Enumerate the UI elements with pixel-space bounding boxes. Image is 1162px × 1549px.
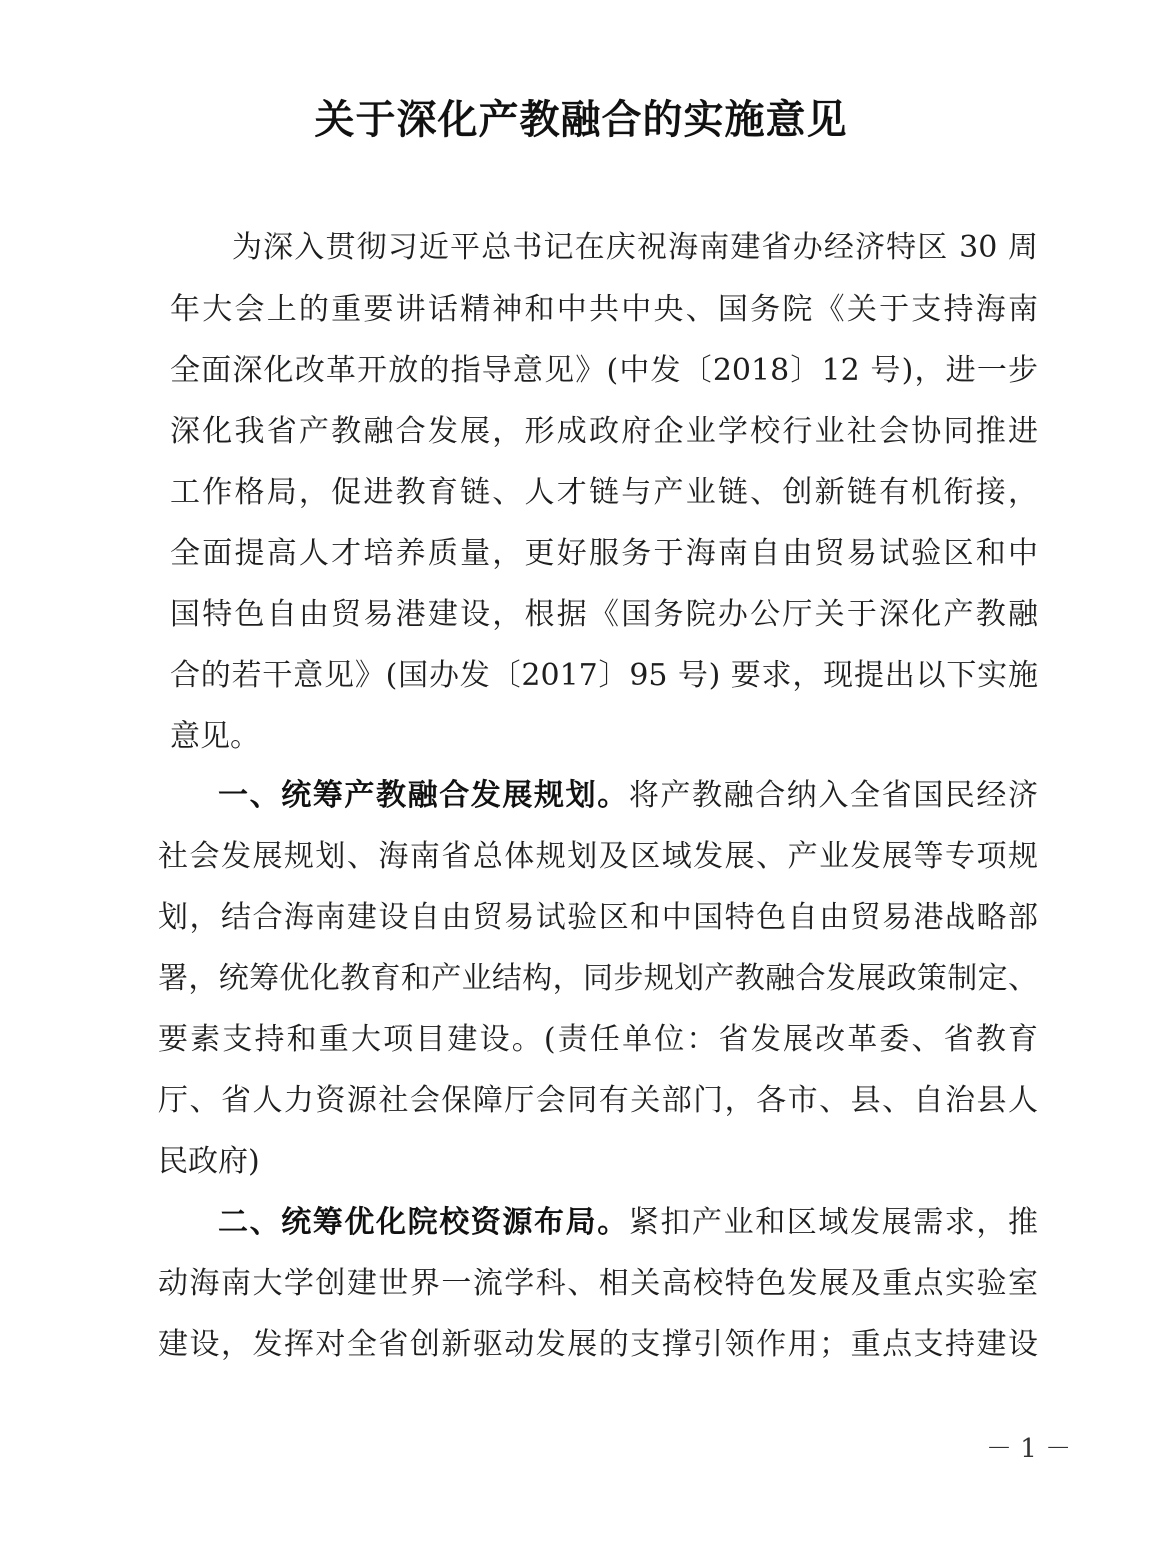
section-1-first-line-text: 将产教融合纳入全省国民经济 <box>628 778 1039 813</box>
section-1-line: 要素支持和重大项目建设。(责任单位：省发展改革委、省教育 <box>158 1022 1038 1057</box>
intro-line: 合的若干意见》(国办发〔2017〕95 号) 要求，现提出以下实施 <box>170 658 1038 693</box>
intro-line: 意见。 <box>170 719 260 754</box>
section-1-line: 社会发展规划、海南省总体规划及区域发展、产业发展等专项规 <box>158 839 1038 874</box>
section-2-line: 动海南大学创建世界一流学科、相关高校特色发展及重点实验室 <box>158 1266 1038 1301</box>
section-2-first-line <box>218 1203 1038 1243</box>
page-number: － 1 － <box>986 1434 1072 1464</box>
document-title: 关于深化产教融合的实施意见 <box>314 97 848 143</box>
section-1-line: 民政府) <box>158 1144 260 1179</box>
section-1-line: 署，统筹优化教育和产业结构，同步规划产教融合发展政策制定、 <box>158 961 1038 996</box>
intro-line: 为深入贯彻习近平总书记在庆祝海南建省办经济特区 30 周 <box>232 230 1038 265</box>
intro-line: 工作格局，促进教育链、人才链与产业链、创新链有机衔接， <box>170 475 1038 510</box>
section-2-first-line-text: 紧扣产业和区域发展需求，推 <box>628 1205 1039 1240</box>
intro-line: 全面提高人才培养质量，更好服务于海南自由贸易试验区和中 <box>170 536 1038 571</box>
section-2-line: 建设，发挥对全省创新驱动发展的支撑引领作用；重点支持建设 <box>158 1327 1038 1362</box>
section-1-line: 厅、省人力资源社会保障厅会同有关部门，各市、县、自治县人 <box>158 1083 1038 1118</box>
section-1-first-line <box>218 776 1038 816</box>
intro-line: 年大会上的重要讲话精神和中共中央、国务院《关于支持海南 <box>170 292 1038 327</box>
intro-line: 国特色自由贸易港建设，根据《国务院办公厅关于深化产教融 <box>170 597 1038 632</box>
intro-line: 深化我省产教融合发展，形成政府企业学校行业社会协同推进 <box>170 414 1038 449</box>
intro-line: 全面深化改革开放的指导意见》(中发〔2018〕12 号)，进一步 <box>170 353 1038 388</box>
section-1-line: 划，结合海南建设自由贸易试验区和中国特色自由贸易港战略部 <box>158 900 1038 935</box>
section-1-heading: 一、统筹产教融合发展规划。 <box>218 778 629 813</box>
section-2-heading: 二、统筹优化院校资源布局。 <box>218 1205 629 1240</box>
